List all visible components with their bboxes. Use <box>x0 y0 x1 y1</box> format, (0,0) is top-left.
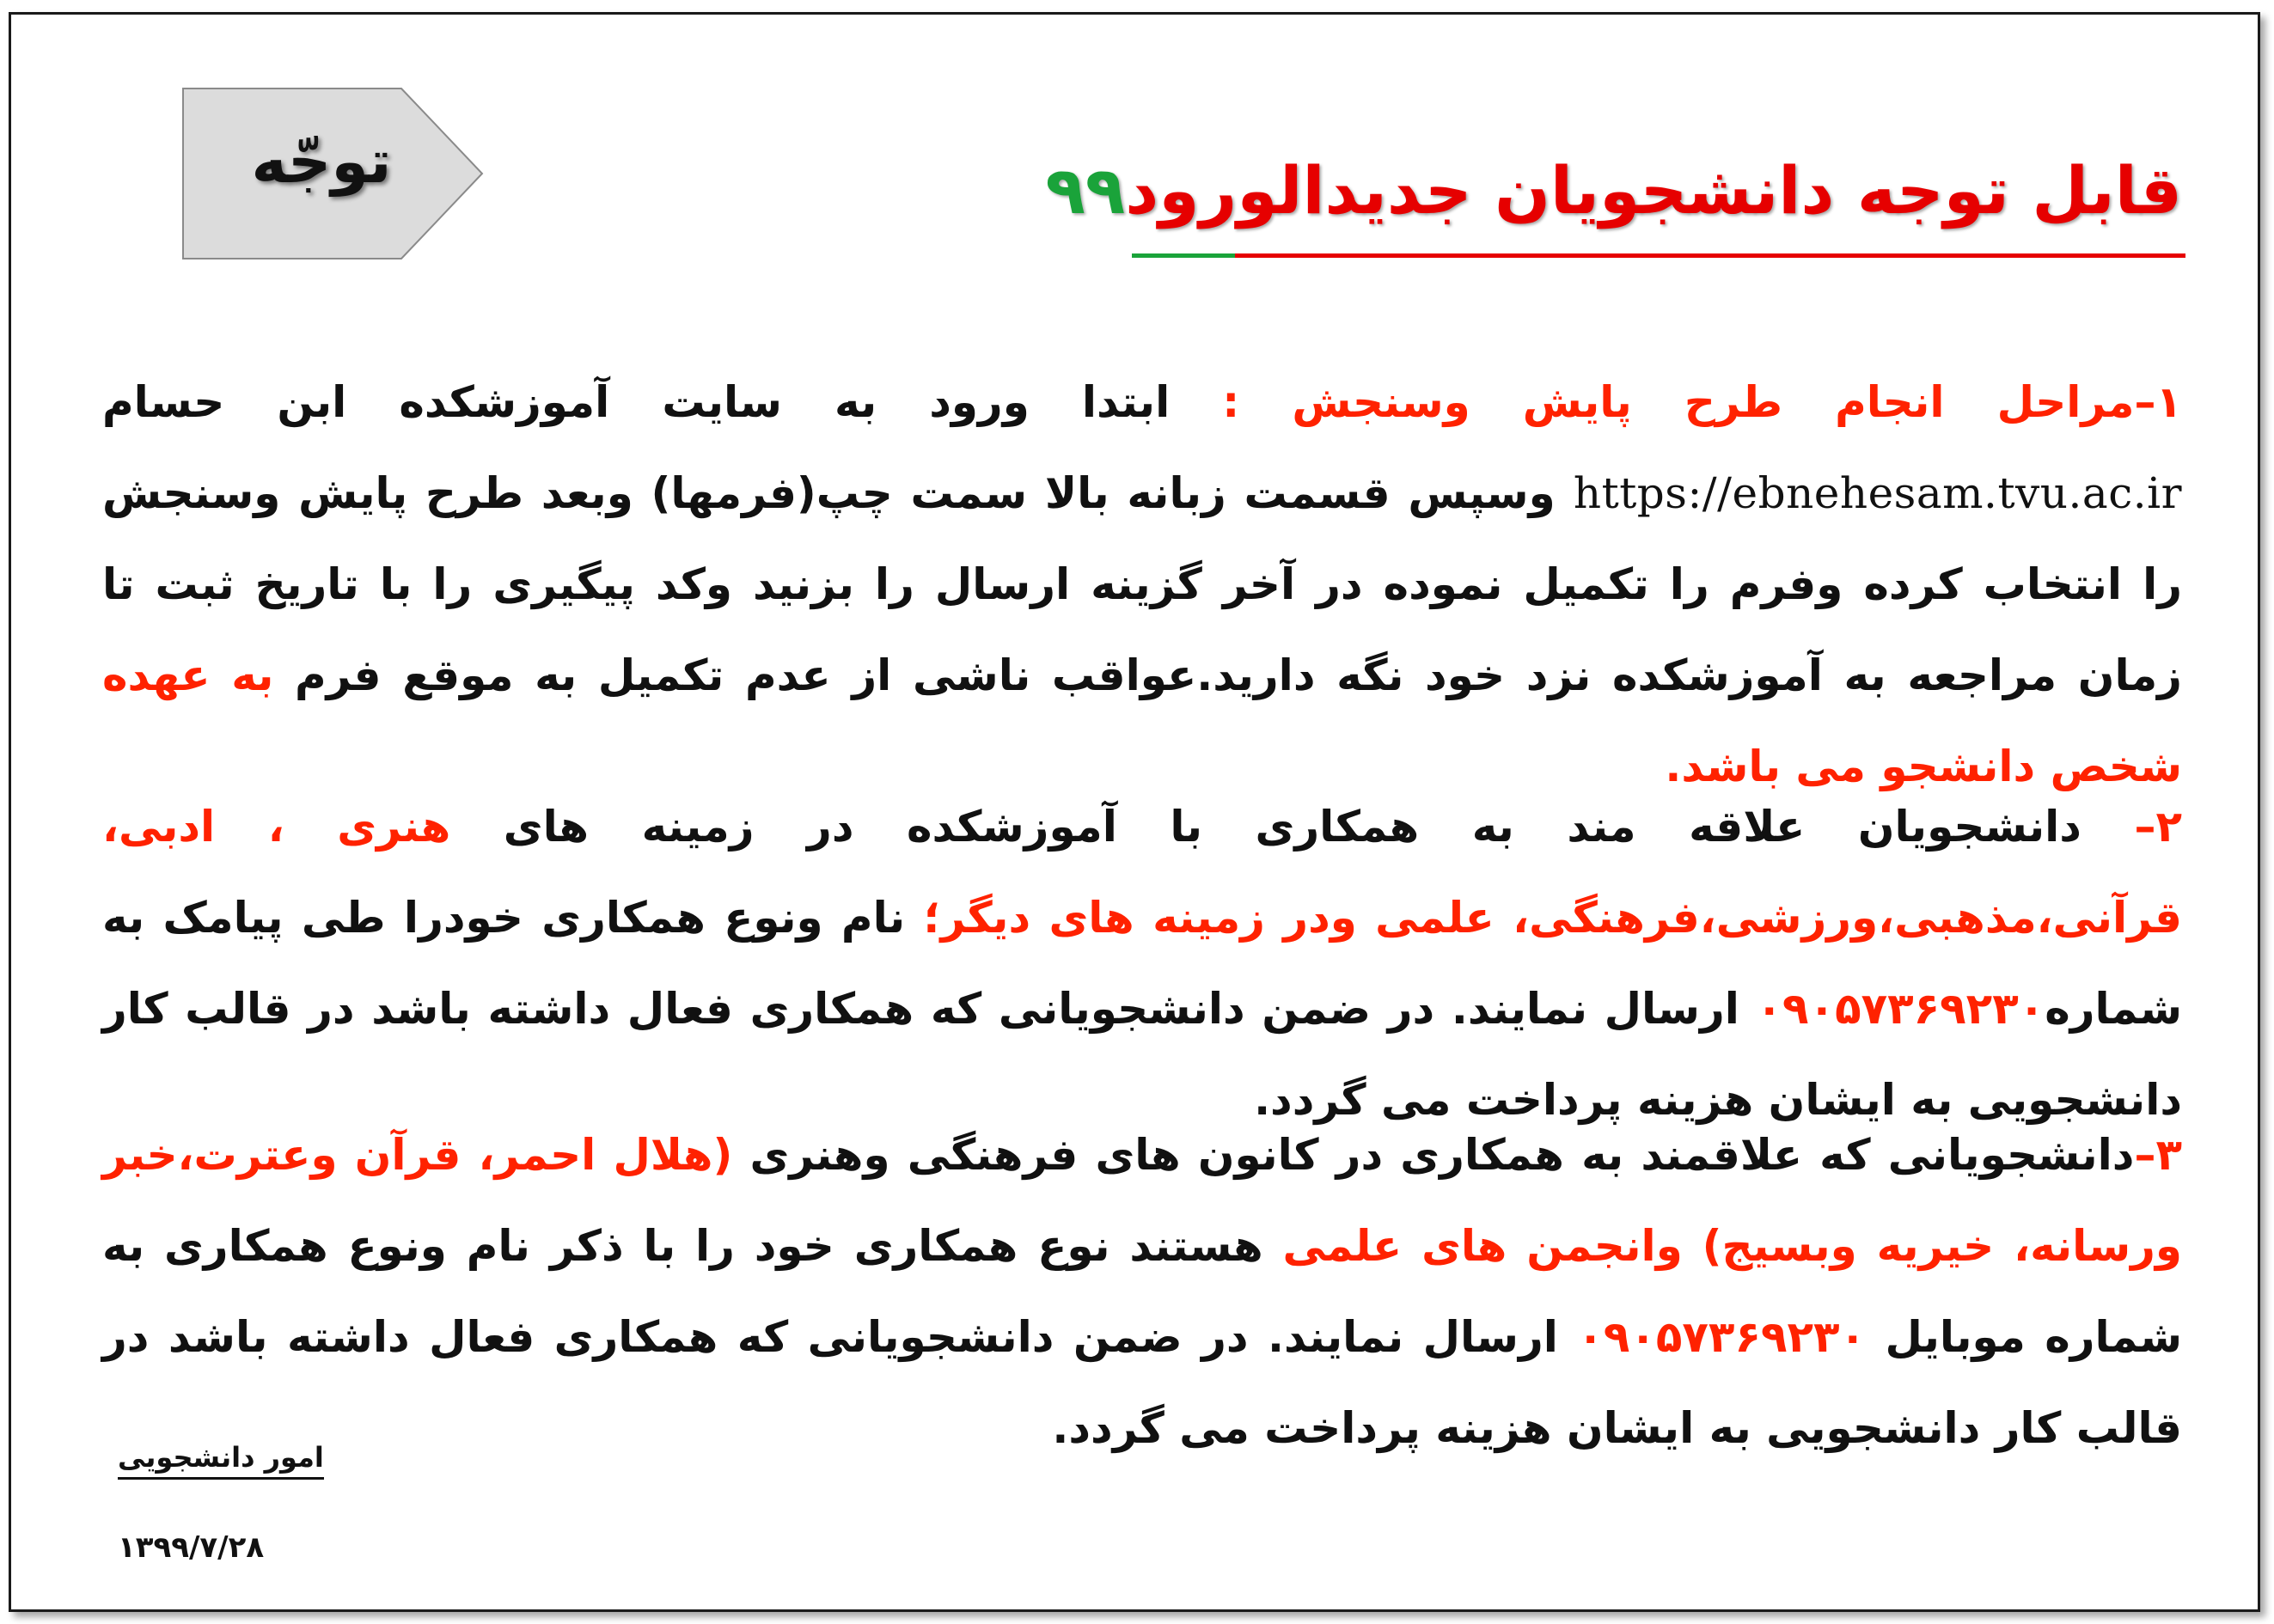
title-underline <box>1132 253 2185 258</box>
page-title <box>1045 152 2182 229</box>
paragraph-3 <box>102 1109 2182 1474</box>
item-1-colon: : <box>1222 377 1240 427</box>
item-3-text-c: ارسال نمایند. در ضمن دانشجویانی که همکاری فعال داشته باشد در قالب کار دانشجویی به ایشان هزینه پرداخت می گردد. <box>102 1312 2182 1453</box>
item-2-text-b: نام ونوع همکاری خودرا طی پیامک به شماره <box>102 893 2182 1034</box>
paragraph-2 <box>102 781 2182 1145</box>
item-3-phone: ۰۹۰۵۷۳۶۹۲۳۰ <box>1577 1312 1867 1362</box>
notice-sheet <box>9 12 2260 1612</box>
item-1-heading: مراحل انجام طرح پایش وسنجش <box>1292 377 2135 427</box>
item-2-number: ۲– <box>2134 802 2182 852</box>
title-year: ۹۹ <box>1045 152 1126 229</box>
item-3-text-b: هستند نوع همکاری خود را با ذکر نام ونوع همکاری به شماره موبایل <box>102 1221 2182 1362</box>
item-3-text-a: دانشجویانی که علاقمند به همکاری در کانون های فرهنگی وهنری <box>749 1130 2135 1180</box>
notice-date: ۱۳۹۹/۷/۲۸ <box>118 1530 265 1565</box>
item-2-phone: ۰۹۰۵۷۳۶۹۲۳۰ <box>1756 984 2045 1034</box>
item-2-text-c: ارسال نمایند. در ضمن دانشجویانی که همکاری فعال داشته باشد در قالب کار دانشجویی به ایشان هزینه پرداخت می گردد. <box>102 984 2182 1125</box>
item-2-fields: هنری ، ادبی، قرآنی،مذهبی،ورزشی،فرهنگی، علمی ودر زمینه های دیگر؛ <box>102 802 2182 943</box>
item-3-number: ۳– <box>2134 1130 2182 1180</box>
attention-badge <box>180 85 489 262</box>
title-text: قابل توجه دانشجویان جدیدالورود <box>1125 152 2182 229</box>
title-underline-green <box>1132 253 1235 258</box>
site-url: https://ebnehesam.tvu.ac.ir <box>1573 468 2182 518</box>
item-1-number: ۱– <box>2134 377 2182 427</box>
item-1-text-c: به عهده شخص دانشجو می باشد. <box>102 650 2182 791</box>
item-2-text-a: دانشجویان علاقه مند به همکاری با آموزشکده در زمینه های <box>503 802 2081 852</box>
attention-label: توجّه <box>251 126 392 197</box>
item-1-text-b: وسپس قسمت زبانه بالا سمت چپ(فرمها) وبعد طرح پایش وسنجش را انتخاب کرده وفرم را تکمیل نموده در آخر گزینه ارسال را بزنید وکد پیگیری را با تاریخ ثبت تا زمان مراجعه به آموزشکده نزد خود نگه دارید.عواقب ناشی از عدم تکمیل به موقع فرم <box>102 468 2182 700</box>
item-3-orgs: (هلال احمر، قرآن وعترت،خبر ورسانه، خیریه وبسیج) وانجمن های علمی <box>102 1130 2182 1271</box>
signature-office: امور دانشجویی <box>118 1441 324 1480</box>
paragraph-1 <box>102 357 2182 812</box>
item-1-text-a: ابتدا ورود به سایت آموزشکده ابن حسام <box>102 377 1171 427</box>
